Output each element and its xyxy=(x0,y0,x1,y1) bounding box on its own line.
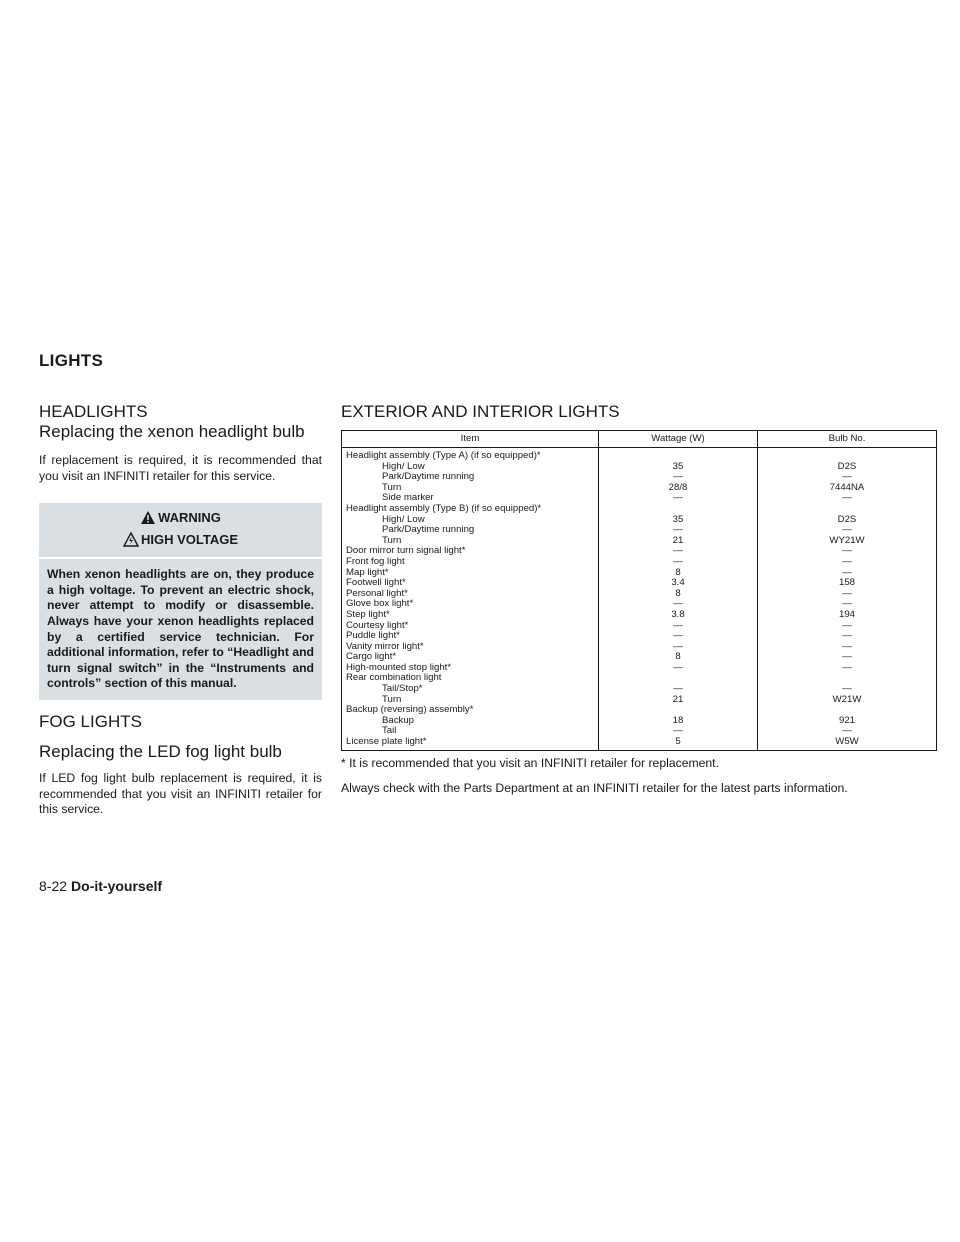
table-row-wattage: — xyxy=(673,471,683,483)
table-row-bulb xyxy=(758,451,936,462)
table-row-bulb: 921 xyxy=(838,714,855,726)
section-title: LIGHTS xyxy=(39,351,104,370)
warning-label: WARNING xyxy=(158,510,221,526)
table-row-item: Tail/Stop* xyxy=(382,683,423,695)
table-row-item: Front fog light xyxy=(346,555,405,567)
exterior-interior-heading: EXTERIOR AND INTERIOR LIGHTS xyxy=(341,402,620,421)
warning-box xyxy=(39,503,322,700)
warning-header xyxy=(39,503,322,559)
table-row-bulb: D2S xyxy=(837,460,857,472)
table-row-item: Backup (reversing) assembly* xyxy=(346,704,474,716)
table-row-wattage: — xyxy=(673,524,683,536)
table-row-wattage: 3.8 xyxy=(671,608,685,620)
col-item-header: Item xyxy=(342,431,599,448)
right-column xyxy=(341,402,937,797)
table-row-bulb xyxy=(758,504,936,515)
table-row-wattage: — xyxy=(673,630,683,642)
table-row-wattage: — xyxy=(673,555,683,567)
table-row-item: Park/Daytime running xyxy=(382,524,475,536)
table-row-item: Personal light* xyxy=(346,587,408,599)
table-row-item: Turn xyxy=(382,481,402,493)
table-row-wattage: — xyxy=(673,619,683,631)
table-row-item: High-mounted stop light* xyxy=(346,661,452,673)
table-row-item: Headlight assembly (Type A) (if so equipped)* xyxy=(346,450,541,461)
table-row-item: License plate light* xyxy=(346,736,427,748)
table-row-item: Footwell light* xyxy=(346,577,406,589)
bulb-table xyxy=(341,430,937,751)
item-column xyxy=(342,448,599,751)
table-row-bulb: — xyxy=(842,555,852,567)
table-row-bulb: — xyxy=(842,725,852,737)
table-row-bulb: — xyxy=(842,524,852,536)
table-row-wattage: 3.4 xyxy=(671,577,685,589)
fog-heading: FOG LIGHTS xyxy=(39,711,142,731)
table-row-bulb: — xyxy=(842,651,852,663)
table-row-wattage: 28/8 xyxy=(668,481,688,493)
table-row-wattage: — xyxy=(673,545,683,557)
table-row-bulb: — xyxy=(842,492,852,504)
table-row-wattage: — xyxy=(673,598,683,610)
col-wattage-header: Wattage (W) xyxy=(599,431,758,448)
page-footer xyxy=(39,878,162,894)
table-row-bulb: — xyxy=(842,598,852,610)
table-row-bulb: — xyxy=(842,587,852,599)
table-row-bulb: — xyxy=(842,471,852,483)
table-row-wattage: — xyxy=(673,640,683,652)
table-row-item: Tail xyxy=(382,725,397,737)
table-row-wattage: 35 xyxy=(672,513,684,525)
table-row-item: Rear combination light xyxy=(346,672,442,684)
table-row-bulb: W5W xyxy=(835,736,859,748)
table-row-wattage: 21 xyxy=(672,534,684,546)
table-row-item: Glove box light* xyxy=(346,598,414,610)
table-row-wattage xyxy=(599,504,757,515)
table-row-wattage: — xyxy=(673,683,683,695)
xenon-text: If replacement is required, it is recommended that you visit an INFINITI retailer for this service. xyxy=(39,453,322,483)
table-row-item: High/ Low xyxy=(382,460,425,472)
fog-text: If LED fog light bulb replacement is required, it is recommended that you visit an INFINITI retailer for this service. xyxy=(39,770,322,817)
bulb-table-body xyxy=(342,448,937,751)
parts-note: Always check with the Parts Department at an INFINITI retailer for the latest parts information. xyxy=(341,781,848,796)
table-row-item: Vanity mirror light* xyxy=(346,640,424,652)
table-row-bulb: — xyxy=(842,683,852,695)
bulb-column xyxy=(758,448,937,751)
table-row-item: Turn xyxy=(382,693,402,705)
warning-icon xyxy=(140,510,156,525)
table-row-bulb: W21W xyxy=(832,693,862,705)
table-row-item: Cargo light* xyxy=(346,651,397,663)
table-row-bulb: — xyxy=(842,640,852,652)
table-row-bulb: — xyxy=(842,545,852,557)
chapter-name: Do-it-yourself xyxy=(71,878,163,894)
table-row-bulb: — xyxy=(842,661,852,673)
fog-subheading: Replacing the LED fog light bulb xyxy=(39,741,282,761)
wattage-column xyxy=(599,448,758,751)
table-row-wattage: — xyxy=(673,725,683,737)
col-bulb-header: Bulb No. xyxy=(758,431,937,448)
xenon-subheading: Replacing the xenon headlight bulb xyxy=(39,422,305,441)
table-row-item: Courtesy light* xyxy=(346,619,409,631)
table-row-wattage: 8 xyxy=(675,651,681,663)
high-voltage-title xyxy=(39,529,322,551)
bulb-table-header xyxy=(342,431,937,448)
table-row-item: Backup xyxy=(382,714,414,726)
table-row-item: High/ Low xyxy=(382,513,425,525)
table-row-bulb: 194 xyxy=(838,608,855,620)
headlights-heading: HEADLIGHTS xyxy=(39,402,148,421)
table-row-bulb: — xyxy=(842,630,852,642)
table-row-wattage xyxy=(599,451,757,462)
table-row-item: Step light* xyxy=(346,608,390,620)
table-row-bulb: — xyxy=(842,566,852,578)
table-row-item: Turn xyxy=(382,534,402,546)
table-row-item: Map light* xyxy=(346,566,389,578)
table-row-item: Door mirror turn signal light* xyxy=(346,545,466,557)
table-row-bulb: D2S xyxy=(837,513,857,525)
left-column xyxy=(39,402,322,818)
table-row-wattage: 8 xyxy=(675,587,681,599)
table-row-wattage: 21 xyxy=(672,693,684,705)
table-row-item: Park/Daytime running xyxy=(382,471,475,483)
table-row-bulb: WY21W xyxy=(829,534,865,546)
warning-title xyxy=(39,507,322,529)
high-voltage-icon xyxy=(123,532,139,547)
footnote: * It is recommended that you visit an INFINITI retailer for replacement. xyxy=(341,755,719,770)
table-row-item: Headlight assembly (Type B) (if so equipped)* xyxy=(346,502,542,514)
table-row-bulb: — xyxy=(842,619,852,631)
table-row-item: Puddle light* xyxy=(346,630,400,642)
page-number: 8-22 xyxy=(39,878,68,894)
table-row-bulb: 158 xyxy=(838,577,855,589)
table-row-wattage: 5 xyxy=(675,736,681,748)
table-row-wattage: — xyxy=(673,661,683,673)
table-row-wattage: 8 xyxy=(675,566,681,578)
table-row-wattage: 35 xyxy=(672,460,684,472)
table-row-wattage: 18 xyxy=(672,714,684,726)
table-row-item: Side marker xyxy=(382,492,434,504)
table-row-bulb: 7444NA xyxy=(829,481,865,493)
high-voltage-label: HIGH VOLTAGE xyxy=(140,532,239,548)
table-row-wattage: — xyxy=(673,492,683,504)
warning-text: When xenon headlights are on, they produce a high voltage. To prevent an electric shock, never attempt to modify or disassemble. Always have your xenon headlights replaced by a certified service technician. For additional information, refer to “Headlight and turn signal switch” in the “Instruments and controls” section of this manual. xyxy=(47,567,314,691)
